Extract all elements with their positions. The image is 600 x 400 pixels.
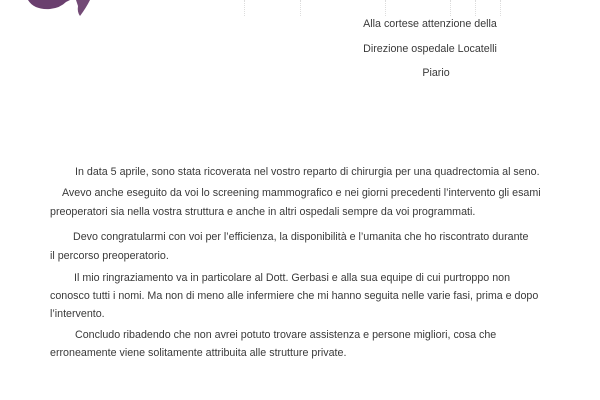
scan-artifact [244, 0, 245, 16]
recipient-line: Alla cortese attenzione della [363, 18, 497, 30]
scan-artifact [450, 0, 451, 16]
body-line: Devo congratularmi con voi per l’efficienza, la disponibilità e l’umanita che ho riscontrato durante [73, 231, 529, 243]
purple-ink-mark [20, 0, 90, 18]
body-line: Concludo ribadendo che non avrei potuto trovare assistenza e persone migliori, cosa che [75, 329, 497, 341]
body-line: conosco tutti i nomi. Ma non di meno alle infermiere che mi hanno seguita nelle varie fasi, prima e dopo [50, 290, 539, 302]
body-line: erroneamente viene solitamente attribuita alle strutture private. [50, 347, 347, 359]
body-line: Avevo anche eseguito da voi lo screening mammografico e nei giorni precedenti l’intervento gli esami [62, 187, 541, 199]
scan-artifact [500, 0, 501, 16]
body-line: il percorso preoperatorio. [50, 250, 169, 262]
recipient-line: Direzione ospedale Locatelli [363, 43, 497, 55]
body-line: Il mio ringraziamento va in particolare al Dott. Gerbasi e alla sua equipe di cui purtroppo non [74, 272, 511, 284]
scan-artifact [300, 0, 301, 16]
recipient-line: Piario [422, 67, 450, 79]
scan-artifact [385, 0, 386, 16]
body-line: preoperatori sia nella vostra struttura e anche in altri ospedali sempre da voi programmati. [50, 206, 476, 218]
body-line: l’intervento. [50, 308, 105, 320]
scan-artifact [475, 0, 476, 16]
body-line: In data 5 aprile, sono stata ricoverata nel vostro reparto di chirurgia per una quadrectomia al seno. [75, 166, 540, 178]
